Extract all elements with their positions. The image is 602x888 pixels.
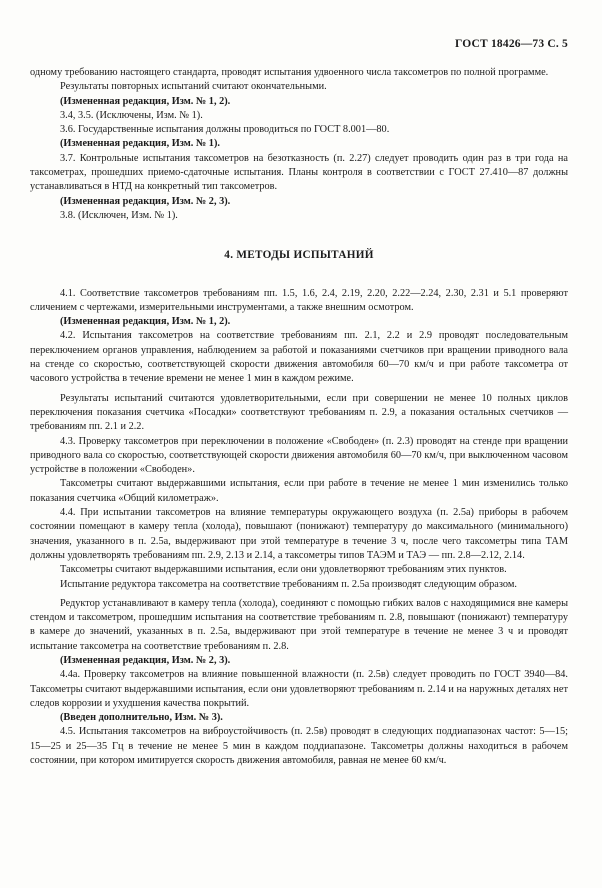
amendment-note: (Измененная редакция, Изм. № 2, 3). <box>60 654 231 666</box>
paragraph: 4.2. Испытания таксометров на соответствие требованиям пп. 2.1, 2.2 и 2.9 проводят последовательным переключением органов управления, наблюдением за работой и показаниями счетчиков при вращении приводного вала на стенде со скоростью, соответствующей скорости движения автомобиля 60—70 км/ч и при работе таксометра от часового устройства в течение времени не менее 1 мин в каждом режиме. <box>30 330 568 385</box>
paragraph: 4.1. Соответствие таксометров требованиям пп. 1.5, 1.6, 2.4, 2.19, 2.20, 2.22—2.24, 2.30, 2.31 и 5.1 проверяют сличением с чертежами, измерительными инструментами, а также внешним осмотром. <box>30 287 568 313</box>
section-title: 4. МЕТОДЫ ИСПЫТАНИЙ <box>224 249 374 262</box>
paragraph: 3.8. (Исключен, Изм. № 1). <box>60 209 178 221</box>
amendment-note: (Измененная редакция, Изм. № 1, 2). <box>60 316 231 328</box>
page-header: ГОСТ 18426—73 С. 5 <box>455 38 568 50</box>
paragraph: 3.7. Контрольные испытания таксометров на безотказность (п. 2.27) следует проводить один раз в три года на таксометрах, прошедших приемо-сдаточные испытания. Планы контроля в соответствии с ГОСТ 27.410—87 должны устанавливаться в НТД на конкретный тип таксометров. <box>30 152 568 193</box>
paragraph: Таксометры считают выдержавшими испытания, если они удовлетворяют требованиям этих пунктов. <box>60 564 507 576</box>
paragraph: Результаты повторных испытаний считают окончательными. <box>60 81 327 93</box>
paragraph: 4.5. Испытания таксометров на виброустойчивость (п. 2.5в) проводят в следующих поддиапазонах частот: 5—15; 15—25 и 25—35 Гц в течение не менее 5 мин в каждом поддиапазоне. Таксометры должны находиться в рабочем состоянии, при котором имитируется скорость движения автомобиля, равная не менее 60 км/ч. <box>30 726 568 767</box>
amendment-note: (Измененная редакция, Изм. № 1, 2). <box>60 95 231 107</box>
paragraph: 4.4а. Проверку таксометров на влияние повышенной влажности (п. 2.5в) следует проводить по ГОСТ 3940—84. Таксометры считают выдержавшими испытания, если они удовлетворяют требованиям п. 2.14 и на наружных деталях нет следов коррозии и ухудшения качества покрытий. <box>30 669 568 709</box>
paragraph: Редуктор устанавливают в камеру тепла (холода), соединяют с помощью гибких валов с находящимися вне камеры стендом и таксометром, прошедшим испытания на соответствие требованиям п. 2.8, повышают (понижают) температуру в камере до значений, указанных в п. 2.5а, выдерживают при этой температуре в течение не менее 3 ч и проводят испытание таксометра на соответствие требованиям п. 2.8. <box>30 597 568 652</box>
paragraph: одному требованию настоящего стандарта, проводят испытания удвоенного числа таксометров по полной программе. <box>30 67 549 78</box>
amendment-note: (Измененная редакция, Изм. № 2, 3). <box>60 195 231 207</box>
amendment-note: (Измененная редакция, Изм. № 1). <box>60 138 220 150</box>
paragraph: Результаты испытаний считаются удовлетворительными, если при совершении не менее 10 полных циклов переключения показания счетчика «Посадки» соответствуют требованиям п. 2.9, а показания остальных счетчиков — требованиям пп. 2.1 и 2.2. <box>30 392 568 433</box>
paragraph: Таксометры считают выдержавшими испытания, если при работе в течение не менее 1 мин изменились только показания счетчика «Общий километраж». <box>30 478 568 504</box>
paragraph: Испытание редуктора таксометра на соответствие требованиям п. 2.5а производят следующим образом. <box>60 578 517 590</box>
section-4-body <box>30 287 568 769</box>
paragraph: 3.4, 3.5. (Исключены, Изм. № 1). <box>60 109 203 121</box>
section-3-continuation <box>30 66 568 223</box>
page-content <box>30 66 568 768</box>
paragraph: 3.6. Государственные испытания должны проводиться по ГОСТ 8.001—80. <box>60 124 390 136</box>
paragraph: 4.4. При испытании таксометров на влияние температуры окружающего воздуха (п. 2.5а) приборы в рабочем состоянии помещают в камеру тепла (холода), повышают (понижают) температуру до максимального (минимального) значения, указанного в п. 2.5а, выдерживают при этой температуре в течение 3 ч, после чего таксометры типа ТАМ должны удовлетворять требованиям пп. 2.9, 2.13 и 2.14, а таксометры типов ТАЭМ и ТАЭ — пп. 2.8—2.12, 2.14. <box>30 507 568 561</box>
amendment-note: (Введен дополнительно, Изм. № 3). <box>60 712 223 724</box>
paragraph: 4.3. Проверку таксометров при переключении в положение «Свободен» (п. 2.3) проводят на стенде при вращении приводного вала со скоростью, соответствующей скорости движения автомобиля 60—70 км/ч, при выключенном часовом устройстве в положении «Свободен». <box>30 435 568 476</box>
